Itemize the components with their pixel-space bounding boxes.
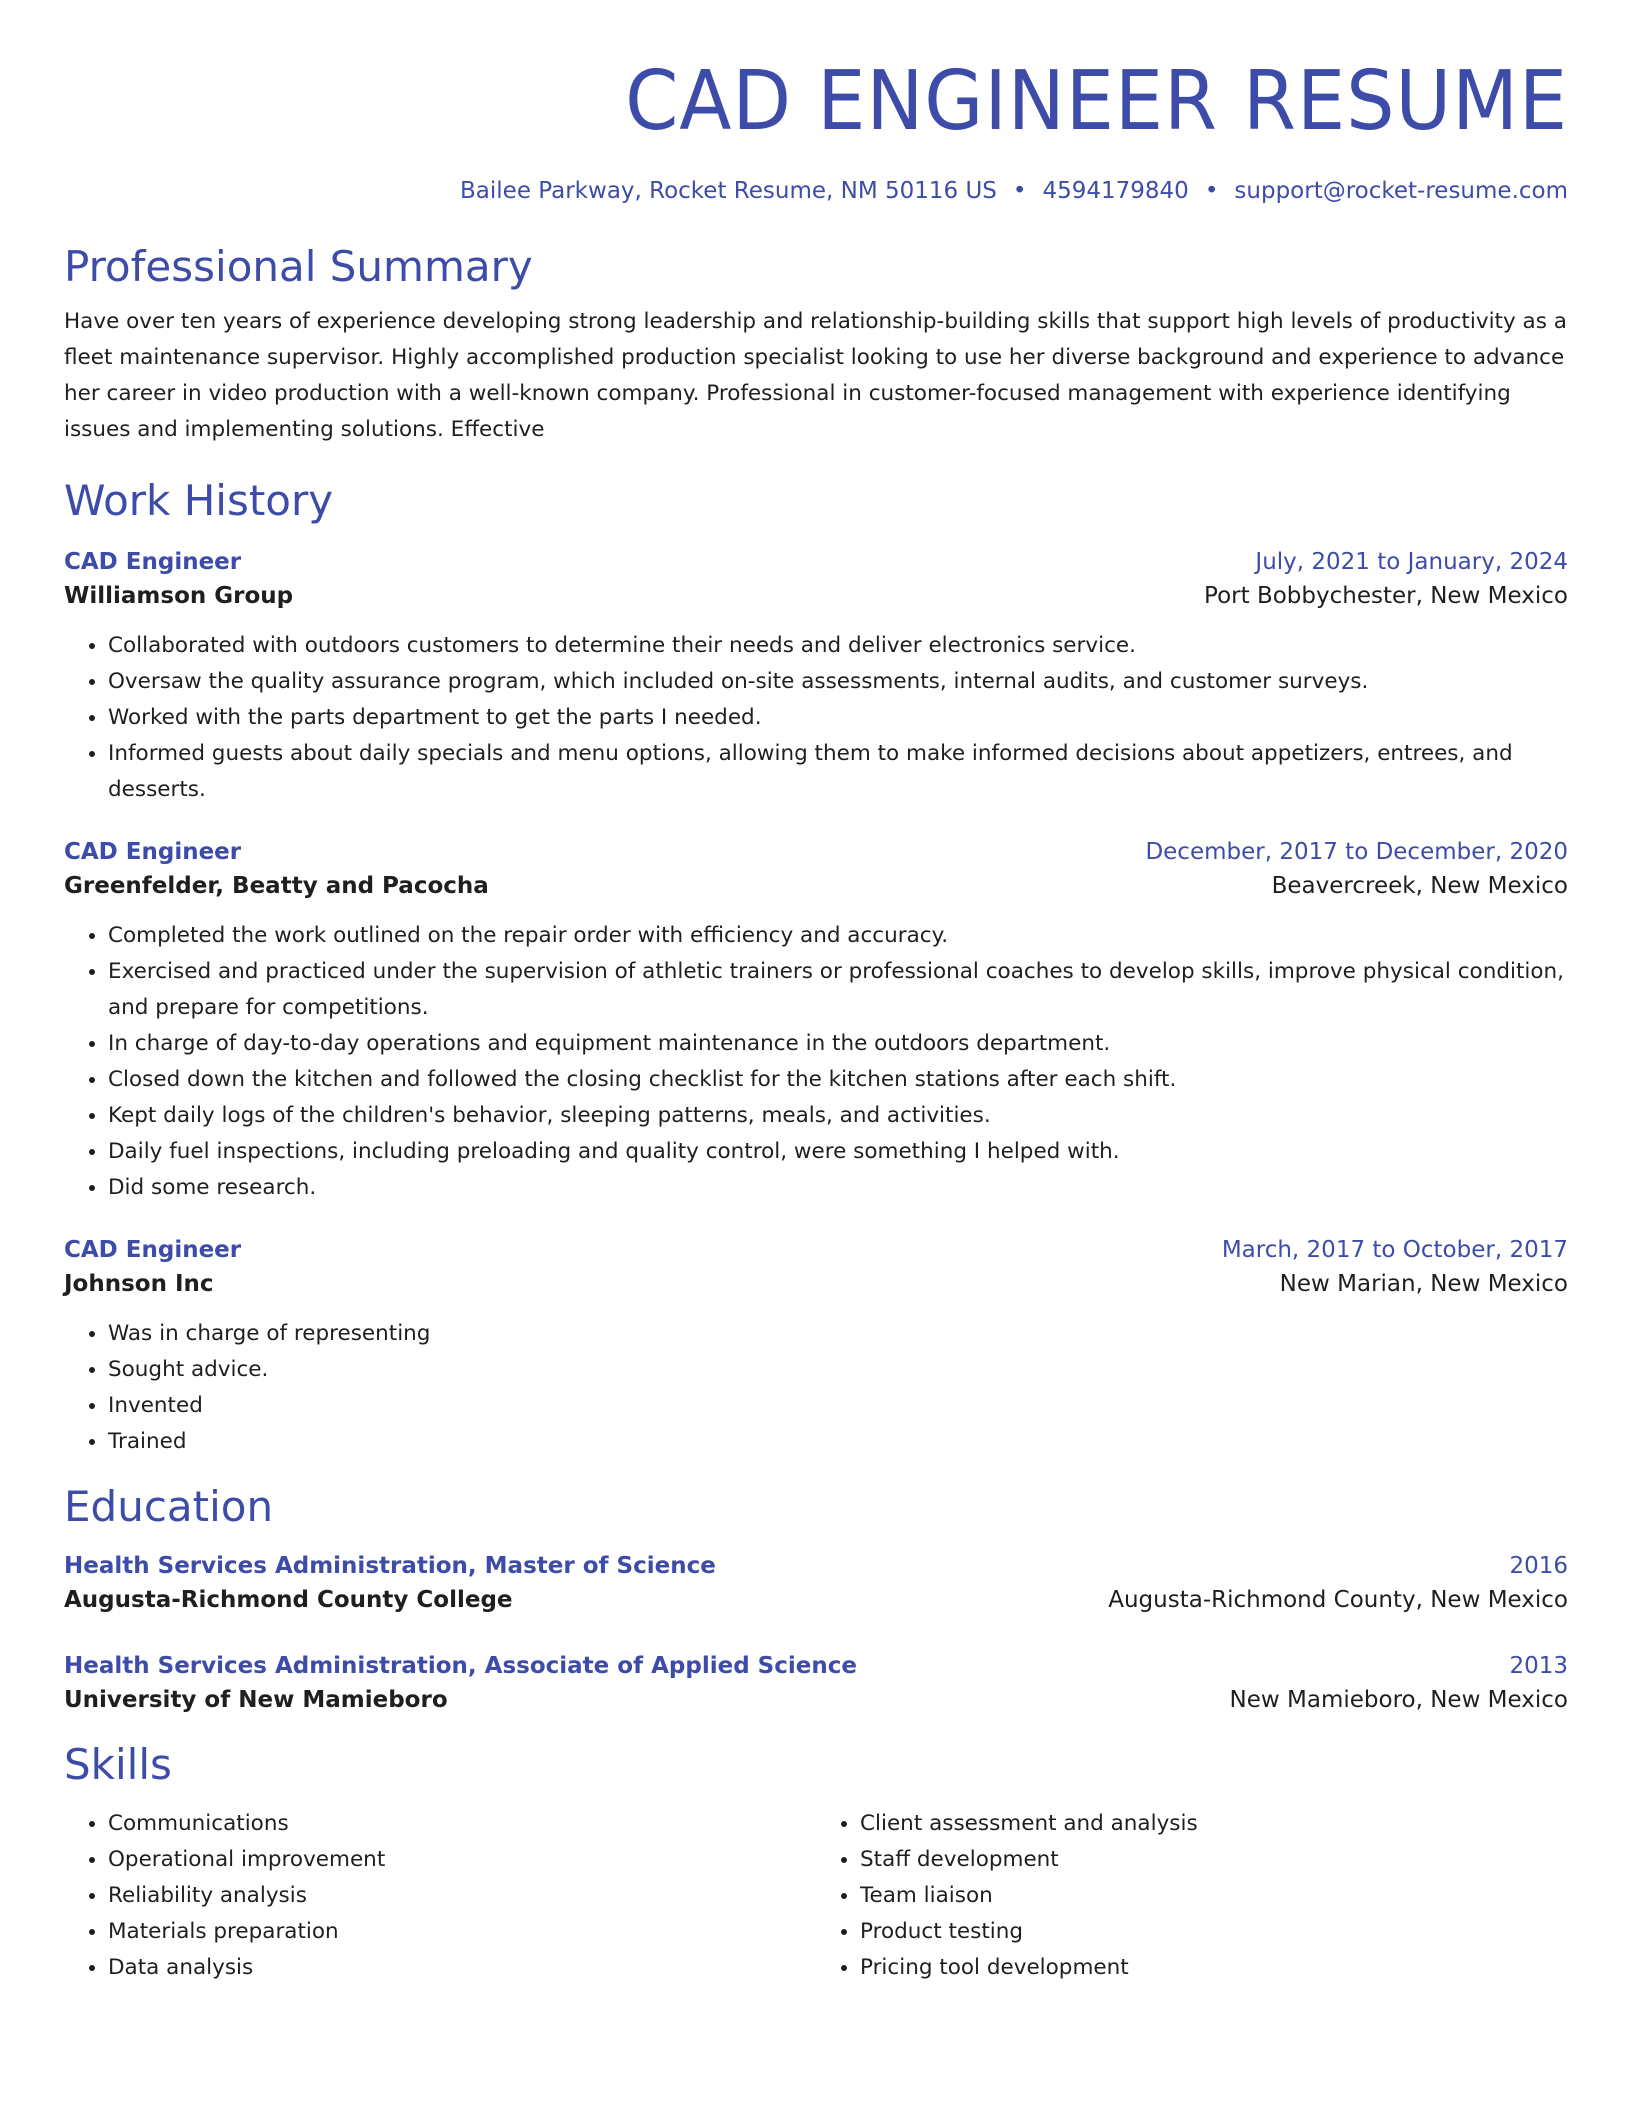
skill-item: • Materials preparation	[108, 1914, 816, 1950]
contact-address: Bailee Parkway, Rocket Resume, NM 50116 US	[460, 178, 997, 204]
job-company: Greenfelder, Beatty and Pacocha	[64, 873, 489, 899]
list-item: • Invented	[108, 1388, 1568, 1424]
skill-item: • Product testing	[860, 1914, 1568, 1950]
job-dates: December, 2017 to December, 2020	[1145, 839, 1568, 865]
job-bullets	[64, 628, 1568, 808]
job-title: CAD Engineer	[64, 549, 242, 575]
skills-list-right	[816, 1806, 1568, 1986]
education-year: 2013	[1509, 1653, 1568, 1679]
contact-separator: •	[1012, 178, 1027, 204]
summary-text: Have over ten years of experience developing strong leadership and relationship-building skills that support high levels of productivity as a fleet maintenance supervisor. Highly accomplished production specialist looking to use her diverse background and experience to advance her career in video production with a well-known company. Professional in customer-focused management with experience identifying issues and implementing solutions. Effective	[64, 309, 1567, 442]
job-entry	[64, 836, 1568, 1206]
skill-item: • Client assessment and analysis	[860, 1806, 1568, 1842]
section-title-skills: Skills	[64, 1740, 172, 1789]
list-item: • Completed the work outlined on the repair order with efficiency and accuracy.	[108, 918, 1568, 954]
job-bullets	[64, 1316, 1568, 1460]
job-entry	[64, 1234, 1568, 1460]
list-item: • Daily fuel inspections, including preloading and quality control, were something I helped with.	[108, 1134, 1568, 1170]
list-item: • Did some research.	[108, 1170, 1568, 1206]
work-history-section	[64, 476, 1568, 1460]
list-item: • Collaborated with outdoors customers to determine their needs and deliver electronics service.	[108, 628, 1568, 664]
list-item: • Informed guests about daily specials and menu options, allowing them to make informed decisions about appetizers, entrees, and desserts.	[108, 736, 1568, 808]
job-location: New Marian, New Mexico	[1279, 1271, 1568, 1297]
skills-section	[64, 1740, 1568, 1986]
skills-columns	[64, 1790, 1568, 1986]
job-company: Williamson Group	[64, 583, 294, 609]
education-school: University of New Mamieboro	[64, 1687, 448, 1713]
skill-item: • Staff development	[860, 1842, 1568, 1878]
job-title: CAD Engineer	[64, 839, 242, 865]
resume-header	[64, 56, 1568, 206]
job-entry	[64, 546, 1568, 808]
skill-item: • Data analysis	[108, 1950, 816, 1986]
education-school: Augusta-Richmond County College	[64, 1587, 513, 1613]
list-item: • Kept daily logs of the children's behavior, sleeping patterns, meals, and activities.	[108, 1098, 1568, 1134]
job-location: Port Bobbychester, New Mexico	[1204, 583, 1568, 609]
job-title: CAD Engineer	[64, 1237, 242, 1263]
list-item: • Trained	[108, 1424, 1568, 1460]
list-item: • Exercised and practiced under the supervision of athletic trainers or professional coaches to develop skills, improve physical condition, and prepare for competitions.	[108, 954, 1568, 1026]
education-year: 2016	[1509, 1553, 1568, 1579]
skill-item: • Team liaison	[860, 1878, 1568, 1914]
skills-list-left	[64, 1806, 816, 1986]
list-item: • Oversaw the quality assurance program, which included on-site assessments, internal audits, and customer surveys.	[108, 664, 1568, 700]
section-title-work-history: Work History	[64, 476, 334, 525]
skill-item: • Communications	[108, 1806, 816, 1842]
job-dates: July, 2021 to January, 2024	[1255, 549, 1568, 575]
list-item: • In charge of day-to-day operations and equipment maintenance in the outdoors department.	[108, 1026, 1568, 1062]
list-item: • Worked with the parts department to get the parts I needed.	[108, 700, 1568, 736]
list-item: • Was in charge of representing	[108, 1316, 1568, 1352]
contact-line	[64, 176, 1568, 206]
education-section	[64, 1482, 1568, 1718]
list-item: • Closed down the kitchen and followed the closing checklist for the kitchen stations after each shift.	[108, 1062, 1568, 1098]
education-degree: Health Services Administration, Associate of Applied Science	[64, 1653, 857, 1679]
education-location: New Mamieboro, New Mexico	[1229, 1687, 1568, 1713]
job-location: Beavercreek, New Mexico	[1271, 873, 1568, 899]
contact-phone: 4594179840	[1042, 178, 1189, 204]
education-location: Augusta-Richmond County, New Mexico	[1108, 1587, 1568, 1613]
job-dates: March, 2017 to October, 2017	[1221, 1237, 1568, 1263]
job-company: Johnson Inc	[64, 1271, 214, 1297]
education-degree: Health Services Administration, Master of Science	[64, 1553, 716, 1579]
education-entry	[64, 1650, 1568, 1718]
summary-section	[64, 242, 1568, 448]
education-entry	[64, 1550, 1568, 1618]
contact-separator: •	[1204, 178, 1219, 204]
contact-email[interactable]: support@rocket-resume.com	[1234, 178, 1568, 204]
skill-item: • Operational improvement	[108, 1842, 816, 1878]
section-title-education: Education	[64, 1482, 274, 1531]
skill-item: • Pricing tool development	[860, 1950, 1568, 1986]
resume-title: CAD ENGINEER RESUME	[625, 54, 1568, 149]
list-item: • Sought advice.	[108, 1352, 1568, 1388]
section-title-summary: Professional Summary	[64, 242, 533, 291]
skill-item: • Reliability analysis	[108, 1878, 816, 1914]
job-bullets	[64, 918, 1568, 1206]
